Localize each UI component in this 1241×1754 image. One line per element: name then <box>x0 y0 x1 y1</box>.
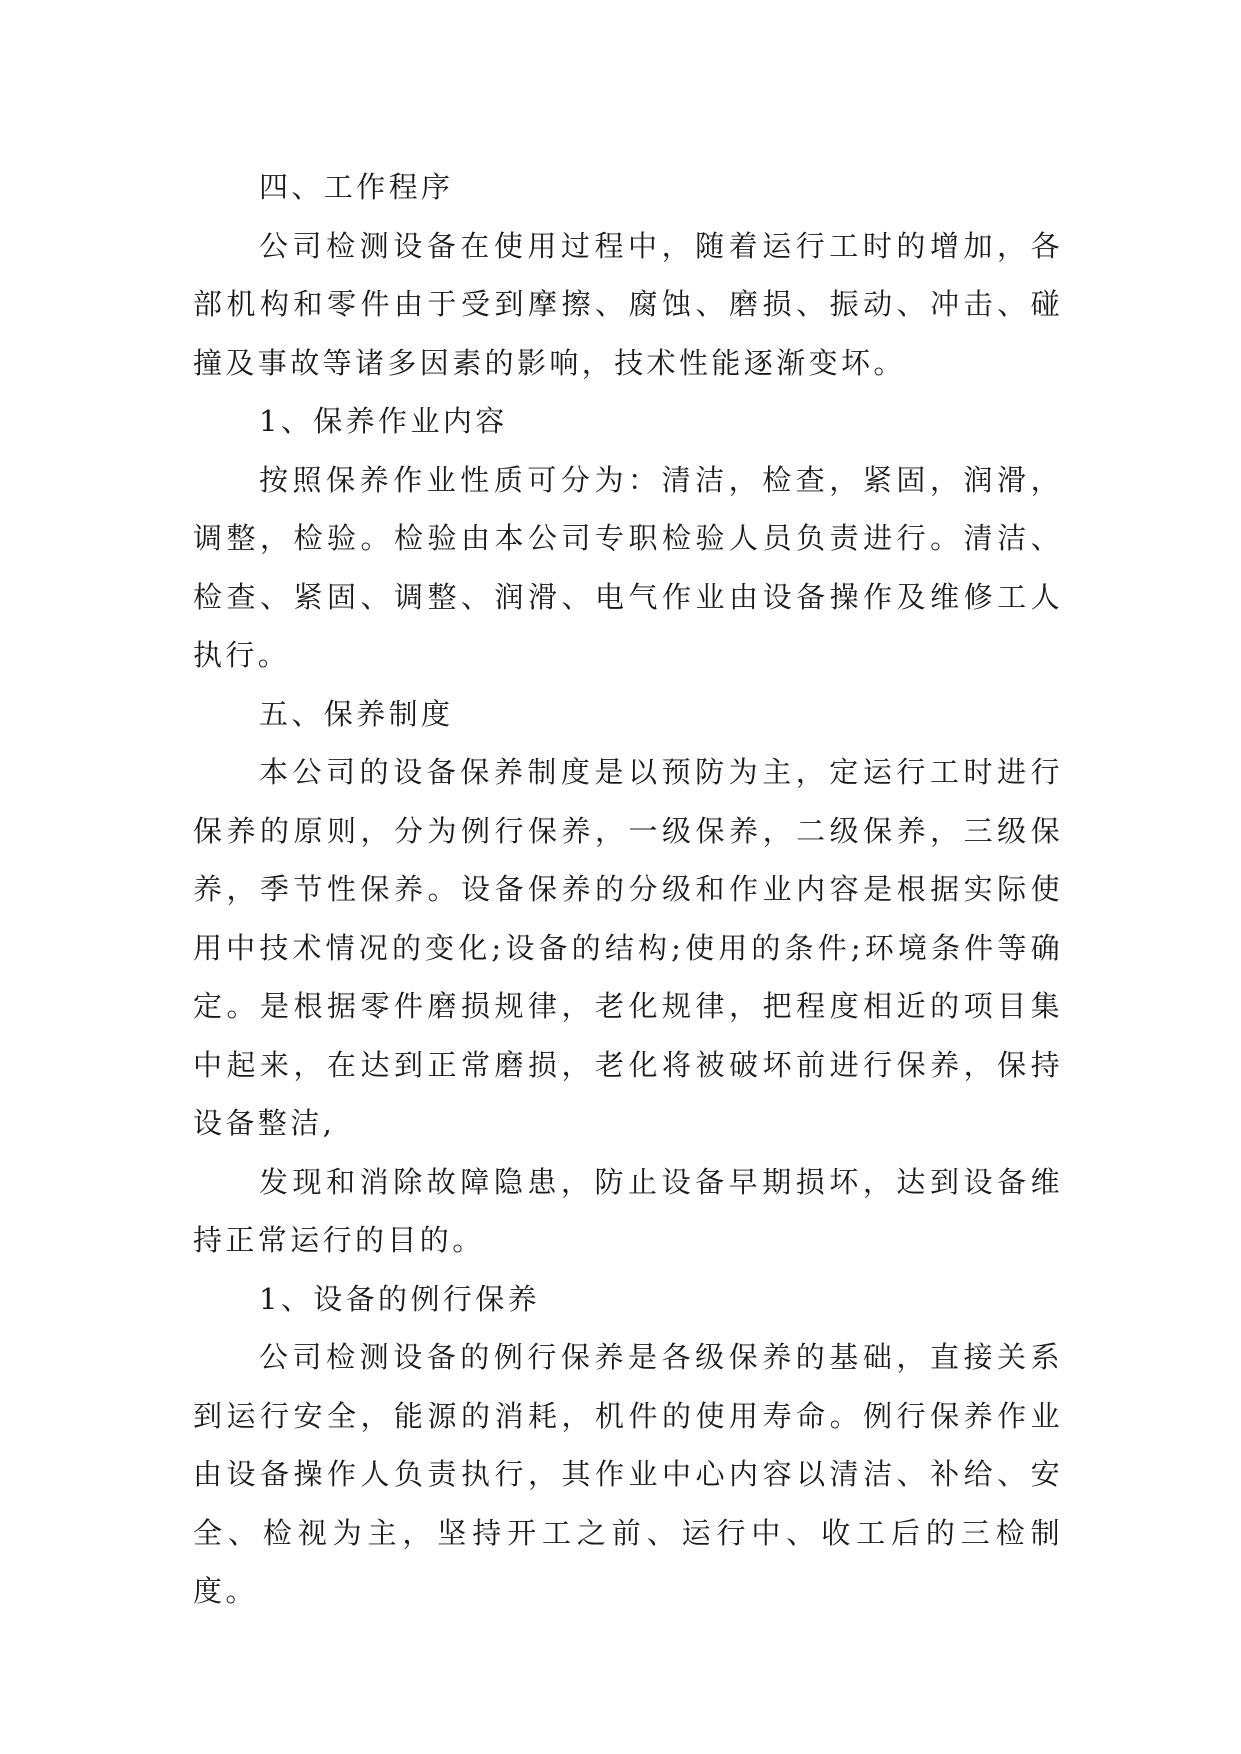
heading-routine-maintenance: 1、设备的例行保养 <box>259 1281 541 1316</box>
paragraph-equipment-wear: 公司检测设备在使用过程中，随着运行工时的增加，各部机构和零件由于受到摩擦、腐蚀、磨损、振动、冲击、碰撞及事故等诸多因素的影响，技术性能逐渐变坏。 <box>193 228 1063 380</box>
document-body <box>193 158 1063 1621</box>
paragraph-maintenance-types: 按照保养作业性质可分为：清洁，检查，紧固，润滑，调整，检验。检验由本公司专职检验人员负责进行。清洁、检查、紧固、调整、润滑、电气作业由设备操作及维修工人执行。 <box>193 462 1063 672</box>
paragraph-fault-prevention: 发现和消除故障隐患，防止设备早期损坏，达到设备维持正常运行的目的。 <box>193 1164 1063 1257</box>
paragraph-maintenance-system: 本公司的设备保养制度是以预防为主，定运行工时进行保养的原则，分为例行保养，一级保养，二级保养，三级保养，季节性保养。设备保养的分级和作业内容是根据实际使用中技术情况的变化;设备的结构;使用的条件;环境条件等确定。是根据零件磨损规律，老化规律，把程度相近的项目集中起来，在达到正常磨损，老化将被破坏前进行保养，保持设备整洁, <box>193 755 1063 1140</box>
heading-work-procedure: 四、工作程序 <box>259 170 454 204</box>
heading-maintenance-content: 1、保养作业内容 <box>259 404 508 438</box>
heading-maintenance-system: 五、保养制度 <box>259 696 454 731</box>
paragraph-routine-maintenance: 公司检测设备的例行保养是各级保养的基础，直接关系到运行安全，能源的消耗，机件的使用寿命。例行保养作业由设备操作人负责执行，其作业中心内容以清洁、补给、安全、检视为主，坚持开工之前、运行中、收工后的三检制度。 <box>193 1340 1063 1608</box>
